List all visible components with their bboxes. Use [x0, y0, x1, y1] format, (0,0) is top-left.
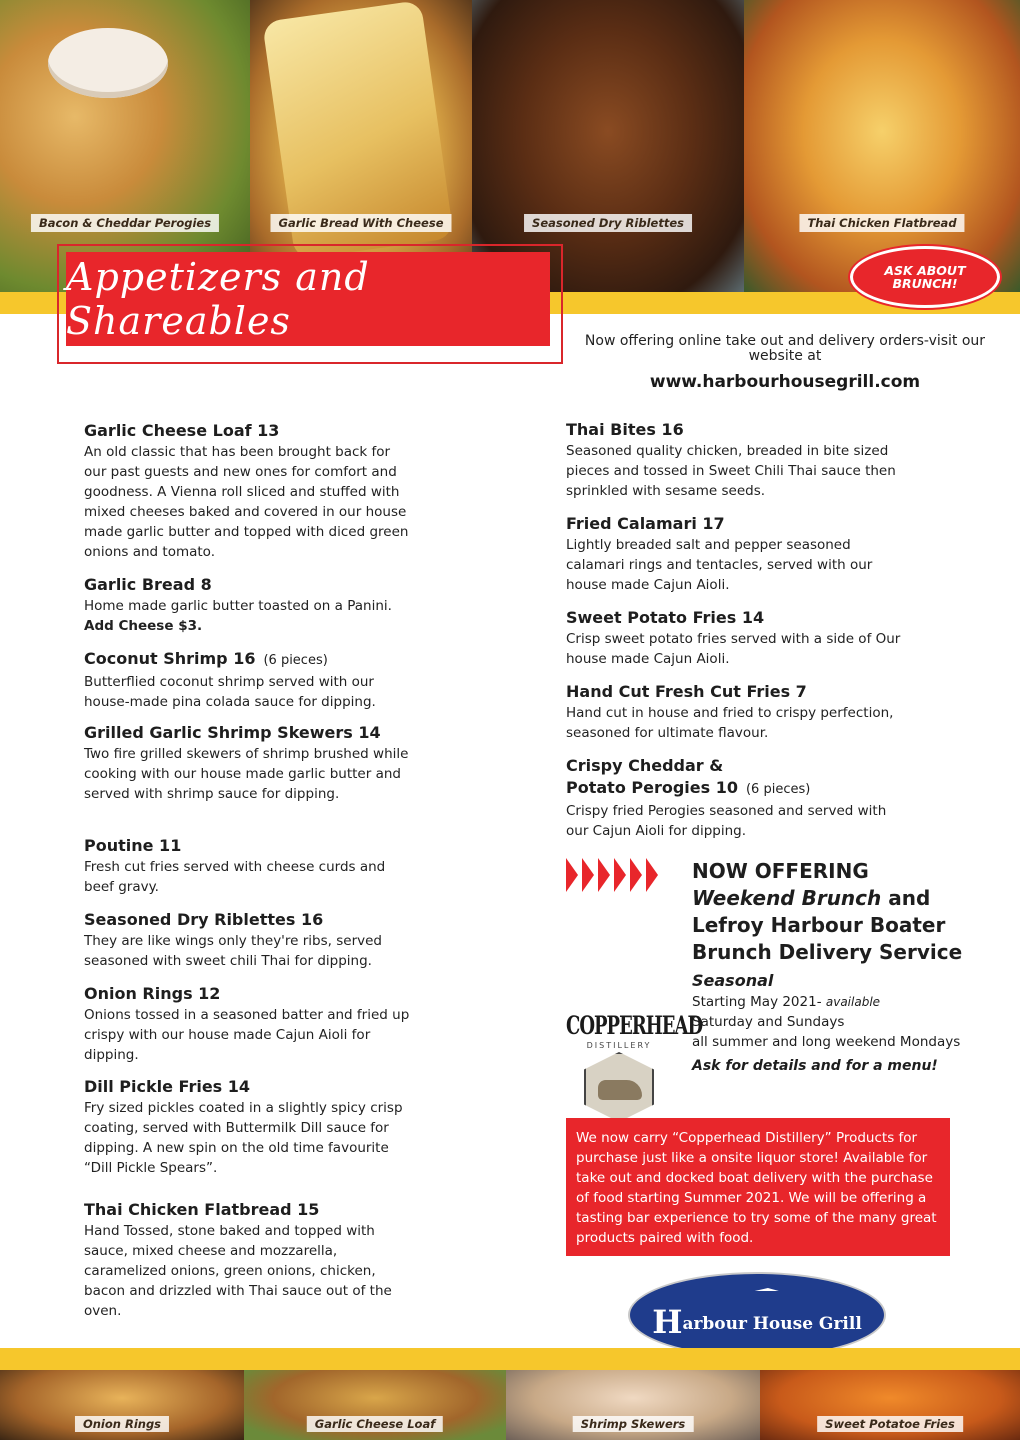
item-desc: Crispy fried Perogies seasoned and served with our Cajun Aioli for dipping.	[566, 803, 887, 839]
item-desc: Seasoned quality chicken, breaded in bite sized pieces and tossed in Sweet Chili Thai sauce then sprinkled with sesame seeds.	[566, 443, 896, 499]
item-desc: Butterflied coconut shrimp served with our house-made pina colada sauce for dipping.	[84, 674, 376, 710]
offer-seasonal: Seasonal	[692, 971, 774, 990]
menu-item	[566, 681, 906, 743]
photo-caption: Onion Rings	[75, 1416, 169, 1432]
item-name: Dill Pickle Fries 14	[84, 1077, 251, 1096]
chevron-arrows-icon	[566, 858, 662, 892]
item-name: Poutine 11	[84, 836, 182, 855]
menu-item	[84, 722, 414, 804]
item-name-row	[84, 648, 414, 672]
offer-start: Starting May 2021-	[692, 994, 826, 1010]
item-desc: Lightly breaded salt and pepper seasoned calamari rings and tentacles, served with our house made Cajun Aioli.	[566, 537, 873, 593]
badge-text: ASK ABOUT BRUNCH!	[884, 263, 966, 291]
ask-about-brunch-badge	[850, 246, 1000, 308]
item-name-row	[566, 777, 906, 801]
photo-onion-rings	[0, 1370, 244, 1440]
photo-caption: Shrimp Skewers	[573, 1416, 694, 1432]
item-note: (6 pieces)	[745, 782, 811, 797]
harbour-house-logo	[628, 1272, 886, 1358]
copperhead-sub: DISTILLERY	[586, 1041, 652, 1050]
logo-rest: arbour House Grill	[682, 1314, 862, 1334]
offer-line-2	[692, 885, 992, 912]
menu-item	[84, 574, 414, 636]
copperhead-word: COPPERHEAD	[566, 1011, 703, 1042]
item-desc: Crisp sweet potato fries served with a side of Our house made Cajun Aioli.	[566, 631, 901, 667]
dip-bowl-image	[48, 28, 168, 98]
item-name: Garlic Cheese Loaf 13	[84, 421, 280, 440]
photo-caption: Bacon & Cheddar Perogies	[31, 214, 219, 232]
item-name: Onion Rings 12	[84, 984, 221, 1003]
offer-line-3: Lefroy Harbour Boater	[692, 913, 946, 937]
item-name: Thai Chicken Flatbread 15	[84, 1200, 320, 1219]
logo-initial: H	[652, 1303, 683, 1341]
item-name: Coconut Shrimp 16	[84, 649, 256, 668]
menu-item	[566, 607, 906, 669]
offer-summer: all summer and long weekend Mondays	[692, 1034, 961, 1050]
website-link[interactable]: www.harbourhousegrill.com	[649, 372, 921, 392]
copperhead-logo	[566, 1011, 703, 1128]
photo-caption: Thai Chicken Flatbread	[799, 214, 964, 232]
item-desc: Hand cut in house and fried to crispy perfection, seasoned for ultimate flavour.	[566, 705, 894, 741]
offer-days: Saturday and Sundays	[692, 1014, 845, 1030]
item-name: Seasoned Dry Riblettes 16	[84, 910, 324, 929]
item-note: (6 pieces)	[263, 653, 328, 668]
brunch-offer	[692, 858, 992, 1078]
item-desc: Onions tossed in a seasoned batter and fried up crispy with our house made Cajun Aioli for dipping.	[84, 1007, 410, 1063]
photo-sweet-potato-fries	[760, 1370, 1020, 1440]
offer-brunch: Weekend Brunch	[692, 886, 882, 910]
distillery-notice	[566, 1118, 950, 1256]
item-desc: An old classic that has been brought back for our past guests and new ones for comfort and goodness. A Vienna roll sliced and stuffed with mixed cheeses baked and covered in our house made garlic butter and topped with diced green onions and tomato.	[84, 444, 409, 560]
menu-item	[84, 1076, 414, 1178]
bottom-photo-strip	[0, 1370, 1020, 1440]
item-desc: Two fire grilled skewers of shrimp brushed while cooking with our house made garlic butter and served with shrimp sauce for dipping.	[84, 746, 409, 802]
offer-available: available	[825, 995, 881, 1009]
offer-line-4: Brunch Delivery Service	[692, 940, 963, 964]
item-name: Grilled Garlic Shrimp Skewers 14	[84, 723, 381, 742]
photo-caption: Garlic Cheese Loaf	[307, 1416, 443, 1432]
item-name: Thai Bites 16	[566, 420, 684, 439]
item-addon: Add Cheese $3.	[84, 618, 203, 634]
title-banner	[66, 252, 550, 346]
item-name-line2: Potato Perogies 10	[566, 778, 738, 797]
menu-item	[566, 755, 906, 841]
online-ordering-text: Now offering online take out and delivery orders-visit our website at	[584, 333, 986, 364]
offer-start-row	[692, 992, 992, 1012]
photo-caption: Sweet Potatoe Fries	[817, 1416, 963, 1432]
roof-icon	[670, 1288, 848, 1310]
photo-flatbread	[744, 0, 1020, 292]
item-name: Crispy Cheddar &	[566, 756, 724, 775]
menu-item	[84, 983, 414, 1065]
item-desc: Home made garlic butter toasted on a Panini.	[84, 598, 392, 614]
photo-caption: Garlic Bread With Cheese	[271, 214, 452, 232]
item-desc: They are like wings only they're ribs, served seasoned with sweet chili Thai for dipping.	[84, 933, 382, 969]
menu-item	[566, 419, 906, 501]
yellow-band-bottom	[0, 1348, 1020, 1370]
offer-ask: Ask for details and for a menu!	[692, 1058, 938, 1074]
page-title: Appetizers and Shareables	[66, 255, 370, 343]
menu-item	[84, 648, 414, 712]
menu-item	[84, 835, 414, 897]
photo-caption: Seasoned Dry Riblettes	[524, 214, 692, 232]
offer-and: and	[881, 886, 931, 910]
item-name: Sweet Potato Fries 14	[566, 608, 765, 627]
item-name: Garlic Bread 8	[84, 575, 212, 594]
item-desc: Fry sized pickles coated in a slightly spicy crisp coating, served with Buttermilk Dill sauce for dipping. A new spin on the old time favourite “Dill Pickle Spears”.	[84, 1100, 403, 1176]
item-name: Fried Calamari 17	[566, 514, 725, 533]
menu-item	[566, 513, 906, 595]
offer-heading: NOW OFFERING	[692, 859, 869, 883]
item-name: Hand Cut Fresh Cut Fries 7	[566, 682, 807, 701]
menu-item	[84, 1199, 414, 1321]
menu-item	[84, 909, 414, 971]
photo-shrimp-skewers	[506, 1370, 760, 1440]
menu-item	[84, 420, 414, 562]
snake-emblem-icon	[584, 1052, 654, 1122]
item-desc: Fresh cut fries served with cheese curds and beef gravy.	[84, 859, 386, 895]
item-desc: Hand Tossed, stone baked and topped with sauce, mixed cheese and mozzarella, caramelized onions, green onions, chicken, bacon and drizzled with Thai sauce out of the oven.	[84, 1223, 392, 1319]
photo-garlic-cheese-loaf	[244, 1370, 506, 1440]
notice-text: We now carry “Copperhead Distillery” Products for purchase just like a onsite liquor store! Available for take out and docked boat delivery with the purchase of food starting Summer 2021. We will be offering a tasting bar experience to try some of the many great products paired with food.	[576, 1130, 937, 1246]
